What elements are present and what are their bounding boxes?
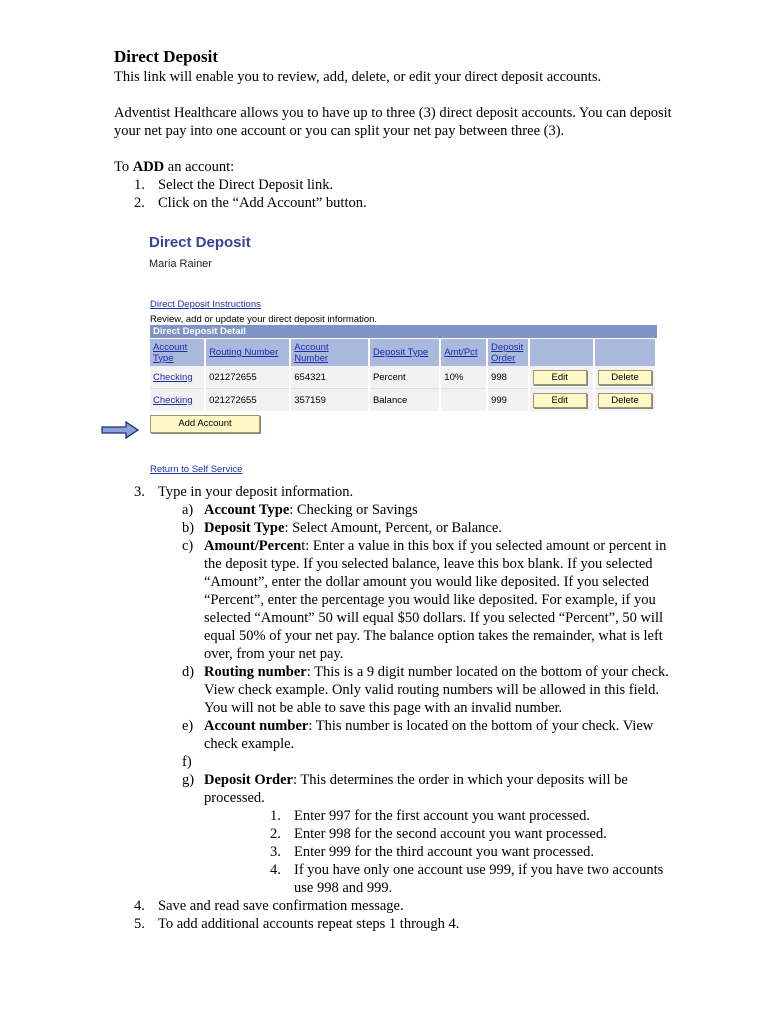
- list-item: [114, 663, 674, 717]
- cell-routing: 021272655: [205, 366, 290, 389]
- cell-account: 357159: [290, 389, 369, 412]
- item-bold: Amount/Percen: [204, 538, 302, 554]
- list-item: [114, 753, 674, 771]
- item-letter: g): [182, 772, 195, 788]
- edit-button[interactable]: Edit: [533, 370, 587, 385]
- step-5: [114, 915, 674, 933]
- item-text: : This number is located on the bottom of your check. View check example.: [204, 718, 654, 752]
- column-header-link[interactable]: Deposit Type: [372, 347, 429, 358]
- step-text: Click on the “Add Account” button.: [158, 195, 367, 211]
- order-text: Enter 997 for the first account you want processed.: [294, 808, 590, 824]
- cell-delete: [594, 366, 656, 389]
- order-number: 4.: [270, 862, 281, 878]
- item-text: : This determines the order in which your deposits will be processed.: [204, 772, 628, 806]
- steps-list-a: [114, 176, 674, 212]
- cell-delete: [594, 389, 656, 412]
- direct-deposit-screenshot: [148, 232, 660, 478]
- add-heading: [114, 158, 674, 176]
- column-header-link[interactable]: Account Number: [294, 341, 329, 364]
- cell-deposit-type: Percent: [369, 366, 440, 389]
- delete-button[interactable]: Delete: [598, 370, 652, 385]
- item-bold: Account Type: [204, 502, 290, 518]
- cell-edit: [529, 366, 594, 389]
- account-type-link[interactable]: Checking: [153, 394, 193, 406]
- table-row: [150, 366, 656, 389]
- add-suffix: an account:: [164, 159, 235, 175]
- cell-routing: 021272655: [205, 389, 290, 412]
- col-account-number[interactable]: [290, 339, 369, 366]
- list-item: [114, 194, 674, 212]
- cell-account-type[interactable]: [150, 389, 205, 412]
- pointer-arrow-icon: [100, 421, 140, 439]
- employee-name: Maria Rainer: [149, 258, 212, 270]
- detail-header: Direct Deposit Detail: [150, 325, 657, 338]
- cell-edit: [529, 389, 594, 412]
- list-item: [114, 843, 674, 861]
- step-text: Save and read save confirmation message.: [158, 898, 404, 914]
- review-text: Review, add or update your direct deposit information.: [150, 314, 378, 325]
- item-text: : Checking or Savings: [289, 502, 418, 518]
- instructions-link[interactable]: Direct Deposit Instructions: [150, 299, 261, 310]
- column-header-link[interactable]: Amt/Pct: [444, 347, 478, 358]
- deposit-table: [150, 339, 657, 411]
- item-text: : This is a 9 digit number located on the bottom of your check. View check example. Only valid routing numbers will be allowed in this field. You will not be able to save this page with an invalid number.: [204, 664, 669, 716]
- item-bold: Deposit Order: [204, 772, 293, 788]
- order-text: Enter 999 for the third account you want processed.: [294, 844, 594, 860]
- screen-title: Direct Deposit: [149, 234, 251, 251]
- order-number: 1.: [270, 808, 281, 824]
- column-header-link[interactable]: Deposit Order: [491, 341, 524, 364]
- order-number: 2.: [270, 826, 281, 842]
- col-edit-spacer: [529, 339, 594, 366]
- account-type-link[interactable]: Checking: [153, 371, 193, 383]
- item-letter: c): [182, 538, 194, 554]
- table-header-row: [150, 339, 656, 366]
- list-item: [114, 537, 674, 663]
- item-bold: Routing number: [204, 664, 307, 680]
- list-item: [114, 825, 674, 843]
- step-number: 1.: [134, 177, 145, 193]
- step-number: 3.: [134, 484, 145, 500]
- col-deposit-type[interactable]: [369, 339, 440, 366]
- col-account-type[interactable]: [150, 339, 205, 366]
- list-item: [114, 176, 674, 194]
- step-text: Type in your deposit information.: [158, 484, 354, 500]
- step-3: [114, 483, 674, 501]
- item-letter: a): [182, 502, 194, 518]
- list-item: [114, 519, 674, 537]
- step-text: To add additional accounts repeat steps 1 through 4.: [158, 916, 460, 932]
- item-bold: Deposit Type: [204, 520, 285, 536]
- col-amt[interactable]: [440, 339, 487, 366]
- cell-order: 998: [487, 366, 529, 389]
- list-item: [114, 717, 674, 753]
- list-item: [114, 771, 674, 807]
- cell-deposit-type: Balance: [369, 389, 440, 412]
- list-item: [114, 807, 674, 825]
- document-top: [114, 46, 674, 212]
- deposit-order-list: [114, 807, 674, 897]
- list-item: [114, 861, 674, 897]
- intro-text: This link will enable you to review, add, delete, or edit your direct deposit accounts.: [114, 69, 602, 85]
- cell-amt: 10%: [440, 366, 487, 389]
- item-letter: d): [182, 664, 195, 680]
- document-bottom: [114, 483, 674, 933]
- add-bold: ADD: [132, 159, 165, 175]
- add-account-button[interactable]: Add Account: [150, 415, 260, 433]
- delete-button[interactable]: Delete: [598, 393, 652, 408]
- cell-amt: [440, 389, 487, 412]
- add-prefix: To: [114, 159, 133, 175]
- return-link[interactable]: Return to Self Service: [150, 464, 243, 475]
- paragraph-accounts: Adventist Healthcare allows you to have up to three (3) direct deposit accounts. You can deposit your net pay into one account or you can split your net pay between three (3).: [114, 105, 672, 139]
- cell-account-type[interactable]: [150, 366, 205, 389]
- step-number: 2.: [134, 195, 145, 211]
- page-title: Direct Deposit: [114, 47, 219, 66]
- item-letter: f): [182, 754, 192, 770]
- item-text: : Select Amount, Percent, or Balance.: [284, 520, 502, 536]
- order-number: 3.: [270, 844, 281, 860]
- step-number: 5.: [134, 916, 145, 932]
- step-text: Select the Direct Deposit link.: [158, 177, 334, 193]
- column-header-link[interactable]: Routing Number: [209, 347, 279, 358]
- col-delete-spacer: [594, 339, 656, 366]
- item-text: t: Enter a value in this box if you selected amount or percent in the deposit type. If you selected balance, leave this box blank. If you selected “Amount”, enter the dollar amount you would like deposited. If you selected “Percent”, enter the percentage you would like deposited. For example, if you selected “Amount” 50 will equal $50 dollars. If you selected “Percent”, 50 will equal 50% of your net pay. The balance option takes the remainder, what is left over, from your net pay.: [204, 538, 667, 662]
- cell-account: 654321: [290, 366, 369, 389]
- item-letter: b): [182, 520, 195, 536]
- col-order[interactable]: [487, 339, 529, 366]
- cell-order: 999: [487, 389, 529, 412]
- item-letter: e): [182, 718, 194, 734]
- column-header-link[interactable]: Account Type: [153, 341, 188, 364]
- step-4: [114, 897, 674, 915]
- list-item: [114, 501, 674, 519]
- order-text: Enter 998 for the second account you want processed.: [294, 826, 607, 842]
- step-number: 4.: [134, 898, 145, 914]
- order-text: If you have only one account use 999, if you have two accounts use 998 and 999.: [294, 862, 664, 896]
- item-bold: Account number: [204, 718, 309, 734]
- col-routing[interactable]: [205, 339, 290, 366]
- table-row: [150, 389, 656, 412]
- deposit-info-list: [114, 501, 674, 807]
- edit-button[interactable]: Edit: [533, 393, 587, 408]
